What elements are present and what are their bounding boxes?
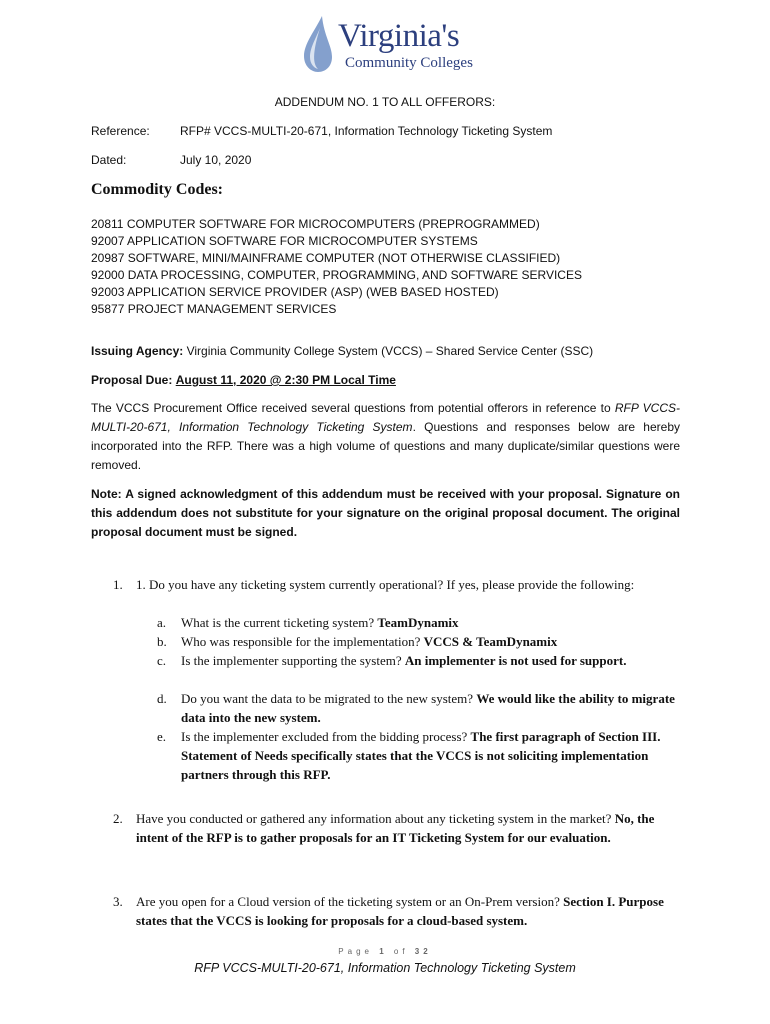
intro-text-end: . Questions and responses below are hereby incorporated into the RFP. There was a high volume of questions and many duplicate/similar questions were removed. — [91, 420, 680, 472]
question-answer: Section I. Purpose states that the VCCS is looking for proposals for a cloud-based system. — [136, 894, 664, 928]
issuing-agency — [91, 342, 680, 361]
signature-note: Note: A signed acknowledgment of this addendum must be received with your proposal. Signature on this addendum does not substitute for your signature on the original proposal document. The original proposal document must be signed. — [91, 487, 680, 539]
intro-paragraph — [91, 399, 680, 475]
dated-value: July 10, 2020 — [180, 153, 252, 167]
commodity-code: 92003 APPLICATION SERVICE PROVIDER (ASP) (WEB BASED HOSTED) — [91, 285, 499, 299]
sub-question-b — [181, 632, 681, 651]
reference-value: RFP# VCCS-MULTI-20-671, Information Technology Ticketing System — [180, 124, 553, 138]
proposal-due — [91, 371, 680, 390]
page-current: 1 — [379, 947, 388, 956]
sub-question-e — [181, 727, 681, 784]
dated-label: Dated: — [91, 153, 127, 167]
sub-question-text: Who was responsible for the implementation? — [181, 634, 424, 649]
commodity-code: 20987 SOFTWARE, MINI/MAINFRAME COMPUTER (NOT OTHERWISE CLASSIFIED) — [91, 251, 561, 265]
footer-title: RFP VCCS-MULTI-20-671, Information Technology Ticketing System — [194, 961, 576, 975]
issuing-agency-value: Virginia Community College System (VCCS) – Shared Service Center (SSC) — [183, 344, 594, 358]
sub-question-a — [181, 613, 681, 632]
sub-question-d — [181, 689, 681, 727]
sub-answer: VCCS & TeamDynamix — [423, 634, 558, 649]
question-text — [136, 809, 684, 847]
page-total: 32 — [414, 947, 432, 956]
sub-letter: c. — [157, 653, 167, 668]
sub-letter: b. — [157, 634, 167, 649]
question-text: 1. Do you have any ticketing system currently operational? If yes, please provide the following: — [136, 577, 635, 592]
page-word: Page — [338, 947, 373, 956]
commodity-codes-list — [91, 217, 691, 319]
proposal-due-label: Proposal Due: — [91, 373, 173, 387]
vccs-logo — [300, 14, 473, 76]
sub-answer: We would like the ability to migrate data into the new system. — [181, 691, 675, 725]
sub-question-text: Is the implementer excluded from the bidding process? — [181, 729, 471, 744]
sub-question-c — [181, 651, 681, 670]
sub-answer: TeamDynamix — [377, 615, 459, 630]
proposal-due-value: August 11, 2020 @ 2:30 PM Local Time — [175, 373, 396, 387]
addendum-header: ADDENDUM NO. 1 TO ALL OFFERORS: — [274, 95, 496, 109]
question-number: 2. — [113, 811, 123, 826]
question-answer: No, the intent of the RFP is to gather proposals for an IT Ticketing System for our evaluation. — [136, 811, 655, 845]
intro-rfp-title: RFP VCCS-MULTI-20-671, Information Technology Ticketing System — [91, 401, 680, 434]
sub-letter: e. — [157, 729, 167, 744]
logo-subtitle: Community Colleges — [345, 55, 473, 71]
sub-answer: An implementer is not used for support. — [404, 653, 627, 668]
commodity-code: 92007 APPLICATION SOFTWARE FOR MICROCOMPUTER SYSTEMS — [91, 234, 478, 248]
sub-letter: d. — [157, 691, 167, 706]
question-number: 1. — [113, 577, 123, 592]
issuing-agency-label: Issuing Agency: — [91, 344, 184, 358]
sub-question-text: Is the implementer supporting the system? — [181, 653, 405, 668]
sub-letter: a. — [157, 615, 167, 630]
question-text — [136, 892, 684, 930]
sub-question-text: Do you want the data to be migrated to the new system? — [181, 691, 477, 706]
page-number — [0, 947, 770, 956]
water-drop-icon — [300, 14, 336, 74]
logo-name: Virginia's — [338, 18, 460, 54]
sub-question-text: What is the current ticketing system? — [181, 615, 378, 630]
question-number: 3. — [113, 894, 123, 909]
commodity-code: 95877 PROJECT MANAGEMENT SERVICES — [91, 302, 337, 316]
commodity-code: 20811 COMPUTER SOFTWARE FOR MICROCOMPUTERS (PREPROGRAMMED) — [91, 217, 540, 231]
page-of: of — [393, 947, 409, 956]
commodity-code: 92000 DATA PROCESSING, COMPUTER, PROGRAMMING, AND SOFTWARE SERVICES — [91, 268, 582, 282]
intro-text: The VCCS Procurement Office received several questions from potential offerors in reference to — [91, 401, 615, 415]
reference-label: Reference: — [91, 124, 150, 138]
question-body: Are you open for a Cloud version of the ticketing system or an On-Prem version? — [136, 894, 564, 909]
commodity-codes-title: Commodity Codes: — [91, 181, 223, 198]
question-body: Have you conducted or gathered any information about any ticketing system in the market? — [136, 811, 615, 826]
sub-answer: The first paragraph of Section III. Statement of Needs specifically states that the VCCS is not soliciting implementation partners through this RFP. — [181, 729, 661, 782]
